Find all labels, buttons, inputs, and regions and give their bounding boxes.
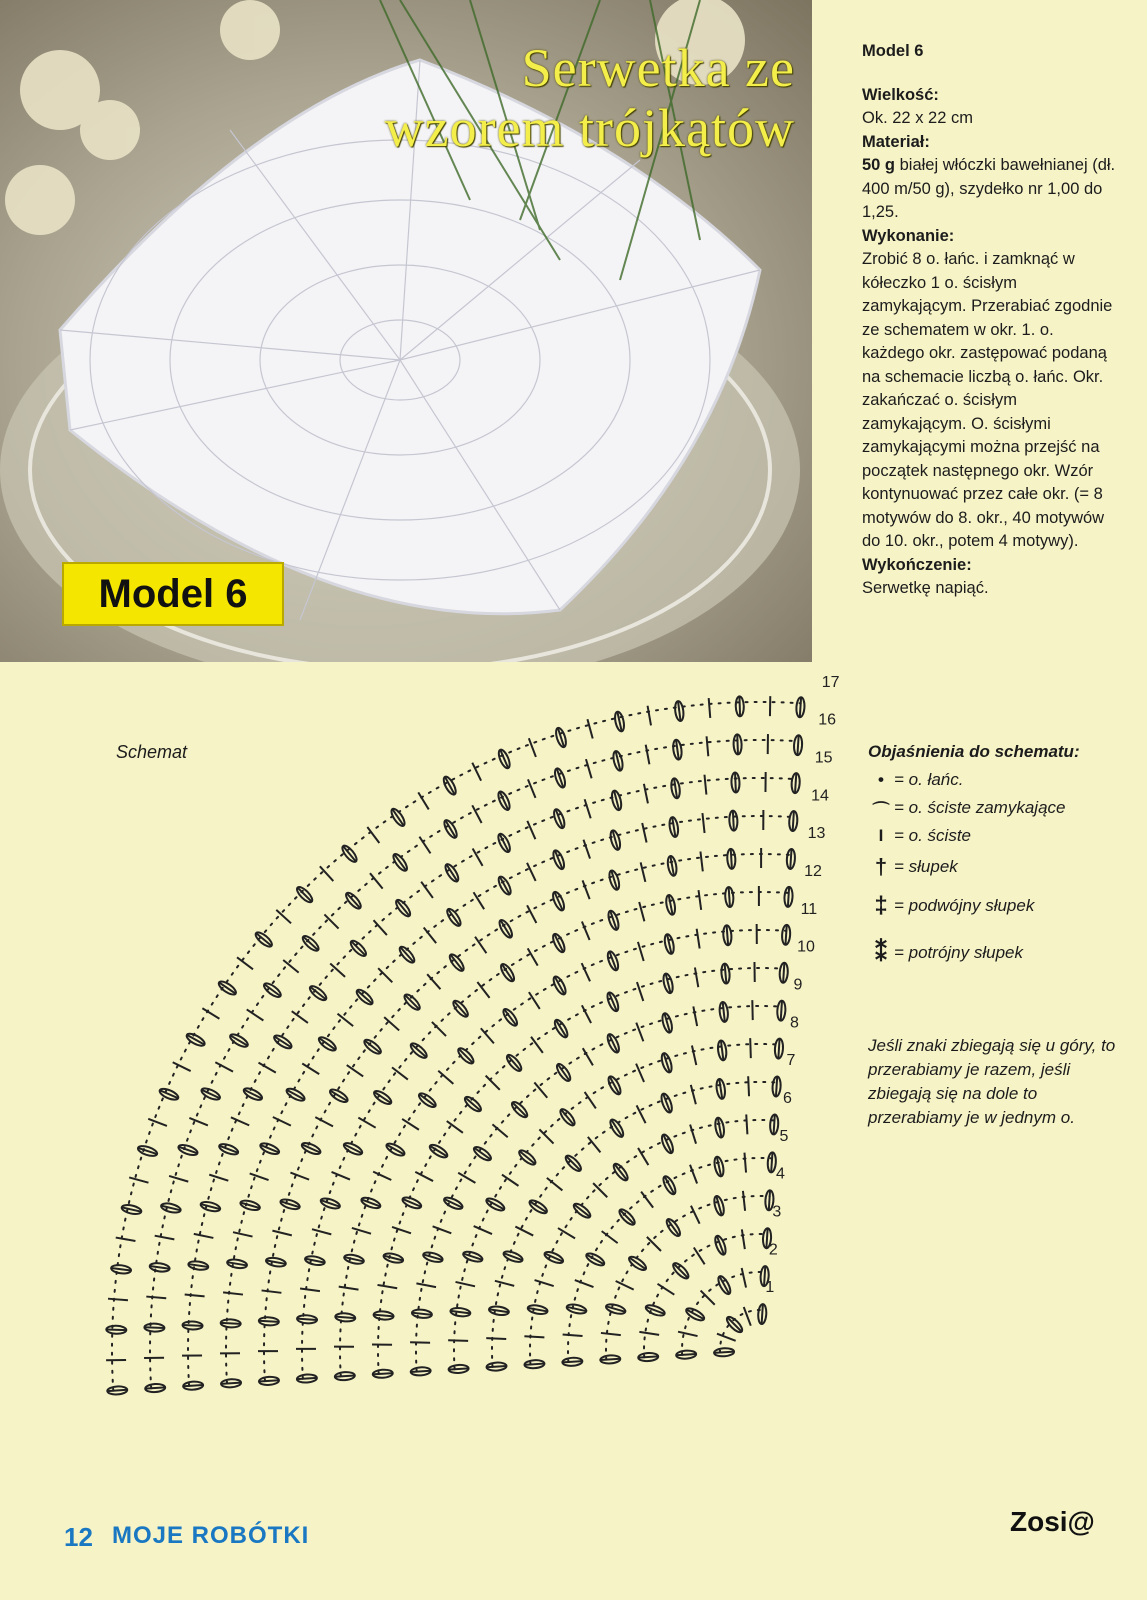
stitch-mark [697,929,700,949]
round-numbers [765,674,839,1296]
stitch-mark [700,852,702,872]
stitch-mark [529,992,540,1009]
photo-title [285,38,795,158]
stitch-mark [250,1173,269,1180]
page-number: 12 [64,1522,93,1552]
stitch-mark [373,1373,393,1374]
stitch-mark [636,1023,643,1042]
stitch-mark [335,1375,355,1376]
stitch-mark [743,1191,745,1211]
stitch-mark [583,880,590,899]
stitch-mark [646,745,650,765]
stitch-mark [739,696,740,716]
stitch-mark [690,1125,696,1144]
legend-item [868,766,1128,794]
stitch-mark [370,873,383,888]
stitch-mark [750,1038,751,1058]
stitch-mark [273,1117,291,1126]
legend-text: = słupek [894,857,958,876]
stitch-mark [528,779,536,798]
stitch-mark [221,1323,241,1324]
stitch-mark [778,1039,779,1059]
stitch-mark [335,1317,355,1319]
stitch-mark [418,792,428,809]
doily-photo [0,0,812,662]
stitch-mark [691,1085,696,1104]
stitch-mark [529,738,536,757]
stitch-mark [725,964,727,984]
stitch-mark [563,1334,583,1336]
stitch-mark [144,1327,164,1328]
diagram-label: Schemat [116,742,188,762]
stitch-mark [744,1153,746,1173]
chain-arcs [112,702,801,1391]
stitch-mark [729,887,730,907]
round-number: 15 [814,749,833,767]
slip-stitch-icon: ⌒ [872,800,890,820]
stitch-mark [699,890,702,910]
stitch-symbols [106,696,805,1395]
stitch-mark [448,1340,468,1341]
stitch-mark [247,1009,264,1020]
legend-note: Jeśli znaki zbiegają się u góry, to przerabiamy je razem, jeśli zbiegają się na dole to przerabiamy je w jednym o. [868,1036,1116,1127]
stitch-mark [145,1387,165,1388]
stitch-mark [583,840,590,859]
stitch-mark [474,1226,492,1234]
stitch-mark [315,1117,333,1126]
stitch-mark [783,963,784,983]
stitch-mark [600,1359,620,1360]
stitch-mark [785,925,786,945]
stitch-mark [262,1290,282,1292]
single-crochet-icon: I [878,826,884,845]
stitch-mark [202,1008,219,1018]
stitch-mark [373,1172,391,1180]
stitch-mark [702,813,704,833]
stitch-mark [215,1062,233,1071]
stitch-mark [332,1172,350,1180]
work-text: Zrobić 8 o. łańc. i zamknąć w kółeczko 1 o. ścisłym zamykającym. Przerabiać zgodnie ze schematem w okr. 1. o. każdego okr. zastępować podaną na schemacie liczbą o. łańc. Okr. zakańczać o. ścisłym zamykającym. O. ścisłymi zamykającymi można przejść na początek następnego okr. Wzór kontynuować przez całe okr. (= 8 motywów do 8. okr., 40 motywów do 10. okr., potem 4 motywy). [862,250,1113,550]
round-number: 1 [765,1279,775,1297]
stitch-mark [547,1178,563,1191]
legend [868,742,1128,978]
stitch-mark [744,1307,751,1326]
stitch-mark [723,1002,725,1022]
stitch-mark [793,811,794,831]
stitch-mark [707,736,709,756]
photo-title-line1: Serwetka ze [521,38,795,98]
legend-item [868,884,1128,928]
stitch-mark [776,1077,777,1097]
stitch-mark [639,902,644,921]
work-heading: Wykonanie: [862,226,955,245]
stitch-mark [432,1022,446,1036]
stitch-mark [602,1231,618,1243]
stitch-mark [709,698,711,718]
stitch-mark [472,763,481,781]
legend-item [868,928,1128,978]
stitch-mark [642,823,646,843]
stitch-mark [693,1006,697,1026]
stitch-mark [788,887,789,907]
stitch-mark [641,1192,653,1208]
stitch-mark [690,1165,697,1184]
stitch-mark [742,1268,746,1288]
stitch-mark [223,1292,243,1294]
stitch-mark [582,1005,591,1023]
legend-text: = o. ściste zamykające [894,798,1066,817]
stitch-mark [748,1076,749,1096]
stitch-mark [535,1280,554,1286]
stitch-mark [473,848,483,865]
stitch-mark [531,1037,543,1053]
stitch-mark [419,837,430,854]
stitch-mark [374,920,387,935]
stitch-mark [587,719,592,738]
stitch-mark [714,1352,734,1353]
stitch-mark [392,1227,411,1233]
stitch-mark [185,1294,205,1296]
crochet-chart [40,670,870,1540]
round-number: 11 [800,900,818,918]
stitch-mark [377,1285,397,1288]
stitch-mark [639,1332,659,1335]
stitch-mark [474,892,485,909]
stitch-mark [644,784,648,804]
material-weight: 50 g [862,156,896,174]
stitch-mark [583,1048,593,1065]
stitch-mark [717,1334,736,1341]
stitch-mark [797,735,798,755]
stitch-mark [638,1356,658,1357]
stitch-mark [588,1137,601,1153]
stitch-mark [800,697,801,717]
stitch-mark [658,1284,675,1295]
signature: Zosi@ [1010,1506,1095,1537]
stitch-mark [495,1281,514,1286]
round-number: 6 [782,1090,792,1108]
stitch-mark [585,1092,596,1109]
stitch-mark [221,1383,241,1384]
stitch-mark [231,1117,249,1125]
legend-item [868,850,1128,884]
double-treble-icon: ⁑ [875,939,887,967]
stitch-mark [558,1228,575,1238]
stitch-mark [487,1366,507,1367]
stitch-mark [449,1368,469,1369]
stitch-mark [283,960,298,973]
stitch-mark [169,1176,188,1182]
material-desc: białej włóczki bawełnianej (dł. 400 m/50 g), szydełko nr 1,00 do 1,25. [862,156,1116,221]
stitch-mark [233,1232,253,1236]
stitch-mark [638,942,644,961]
stitch-mark [678,701,681,721]
round-number: 3 [772,1203,782,1221]
stitch-mark [641,862,646,881]
stitch-mark [339,1287,359,1290]
round-number: 16 [818,711,837,729]
stitch-mark [352,1228,371,1234]
stitch-mark [259,1321,279,1322]
stitch-mark [790,849,791,869]
stitch-mark [300,1289,320,1292]
round-number: 12 [804,863,822,881]
size-heading: Wielkość: [862,85,939,104]
material-text [862,154,1117,225]
stitch-mark [111,1268,131,1271]
stitch-mark [637,982,643,1001]
stitch-mark [781,1001,782,1021]
stitch-mark [637,1105,646,1123]
stitch-mark [562,1361,582,1362]
stitch-mark [424,928,436,944]
stitch-mark [582,922,590,940]
stitch-mark [402,1119,419,1130]
stitch-mark [412,1313,432,1315]
stitch-mark [695,967,698,987]
stitch-mark [108,1299,128,1301]
stitch-mark [771,1152,772,1172]
round-number: 8 [790,1014,799,1032]
stitch-mark [774,1114,775,1134]
stitch-mark [148,1119,167,1126]
stitch-mark [585,799,591,818]
stitch-mark [472,805,481,823]
stitch-mark [146,1297,166,1299]
round-number: 14 [811,787,829,805]
double-crochet-icon: † [874,854,888,879]
stitch-mark [742,1229,745,1249]
stitch-mark [297,1378,317,1379]
stitch-mark [272,1231,291,1236]
photo-title-line2: wzorem trójkątów [384,98,795,158]
stitch-mark [524,1364,544,1365]
stitch-mark [769,1190,770,1210]
stitch-mark [450,1311,470,1314]
legend-text: = potrójny słupek [894,943,1023,962]
stitch-mark [704,775,706,795]
legend-item [868,822,1128,850]
stitch-mark [492,1124,507,1137]
stitch-mark [486,1076,500,1090]
finish-heading: Wykończenie: [862,555,972,574]
round-number: 9 [793,976,803,994]
chain-icon: • [878,770,884,789]
stitch-mark [290,1173,309,1180]
stitch-mark [259,1380,279,1381]
stitch-mark [183,1385,203,1386]
stitch-mark [107,1390,127,1391]
stitch-mark [735,773,736,793]
stitch-mark [727,925,729,945]
stitch-mark [721,1040,724,1060]
legend-text: = podwójny słupek [894,896,1035,915]
stitch-mark [766,1228,767,1248]
stitch-mark [638,1148,648,1165]
model-badge: Model 6 [62,562,284,626]
stitch-mark [116,1238,136,1241]
treble-crochet-icon: ‡ [874,892,888,919]
round-number: 2 [768,1241,778,1259]
stitch-mark [586,759,592,778]
stitch-mark [524,1336,544,1337]
stitch-mark [575,1280,594,1287]
stitch-mark [582,963,590,981]
round-number: 5 [779,1127,789,1145]
stitch-mark [456,1282,476,1286]
stitch-mark [692,1046,696,1066]
stitch-mark [795,773,796,793]
magazine-name: MOJE ROBÓTKI [112,1522,310,1549]
round-number: 10 [797,938,815,956]
stitch-mark [155,1236,175,1240]
finish-text: Serwetkę napiąć. [862,579,989,597]
stitch-mark [312,1229,331,1234]
chain-arc [112,702,801,1391]
legend-heading: Objaśnienia do schematu: [868,742,1080,761]
stitch-mark [676,1354,696,1355]
stitch-mark [367,827,379,843]
stitch-mark [411,1371,431,1372]
stitch-mark [762,1304,763,1324]
stitch-mark [601,1333,621,1335]
stitch-mark [737,734,738,754]
stitch-mark [416,1283,436,1287]
stitch-mark [129,1177,148,1182]
stitch-mark [209,1175,228,1181]
stitch-mark [297,1319,317,1320]
round-number: 7 [786,1052,796,1070]
size-text: Ok. 22 x 22 cm [862,109,973,127]
material-heading: Materiał: [862,132,930,151]
stitch-mark [189,1118,208,1126]
stitch-mark [347,1065,363,1076]
round-number: 4 [775,1165,785,1183]
stitch-mark [648,706,651,726]
legend-text: = o. ściste [894,826,972,845]
stitch-mark [183,1325,203,1326]
stitch-mark [733,811,734,831]
stitch-mark [486,1338,506,1339]
stitch-mark [292,1011,308,1023]
stitch-mark [678,1332,698,1336]
legend-text: = o. łańc. [894,770,964,789]
legend-item [868,794,1128,822]
stitch-mark [731,849,732,869]
stitch-mark [746,1114,747,1134]
stitch-mark [194,1234,214,1238]
model-label: Model 6 [862,42,924,60]
round-number: 13 [807,825,826,843]
stitch-mark [427,974,440,989]
stitch-mark [106,1329,126,1330]
stitch-mark [258,1063,275,1073]
stitch-mark [421,882,433,898]
stitch-mark [374,1315,394,1317]
round-number: 17 [821,673,840,691]
stitch-mark [173,1062,191,1071]
stitch-mark [433,1226,452,1233]
instructions [862,40,1117,601]
stitch-mark [237,957,253,969]
